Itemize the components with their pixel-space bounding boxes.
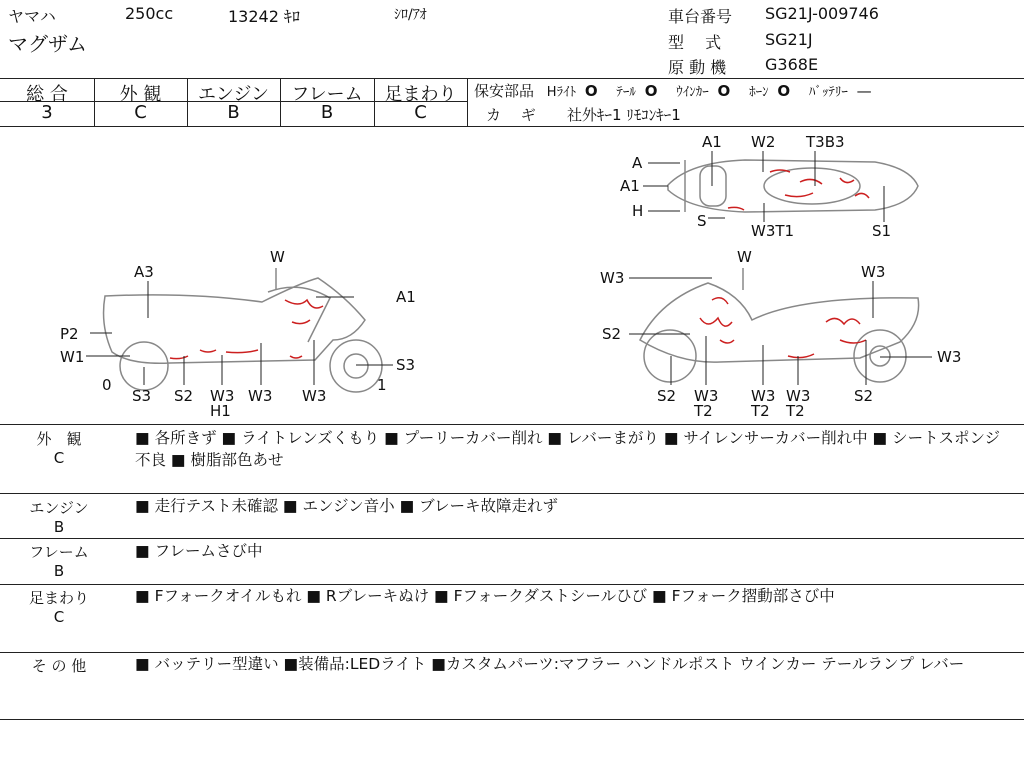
label-0: 0 [102, 376, 112, 394]
note-text-engine: ■ 走行テスト未確認 ■ エンジン音小 ■ ブレーキ故障走れず [135, 497, 559, 515]
safety-mark-horn: O [777, 82, 791, 100]
label-w3: W3 [600, 269, 625, 287]
note-text-frame: ■ フレームさび中 [135, 542, 263, 560]
label-w3: W3 [861, 263, 886, 281]
grade-label-suspension: 足まわり [384, 84, 457, 105]
safety-item-horn: ﾎｰﾝ [749, 85, 769, 100]
label-a1: A1 [396, 288, 416, 306]
key-value: 社外ｷｰ1 ﾘﾓｺﾝｷｰ1 [567, 106, 681, 124]
grade-value-total: 3 [41, 102, 53, 123]
label-w3: W3 [751, 387, 776, 405]
damage-diagram [0, 126, 1024, 424]
grade-label-engine: エンジン [197, 84, 270, 105]
label-w3: W3 [248, 387, 273, 405]
label-a1: A1 [620, 177, 640, 195]
note-text-exterior: ■ 各所きず ■ ライトレンズくもり ■ プーリーカバー削れ ■ レバーまがり ■ サイレンサーカバー削れ中 ■ シートスポンジ不良 ■ 樹脂部色あせ [135, 429, 1001, 469]
label-a3: A3 [134, 263, 154, 281]
grade-value-exterior: C [134, 102, 147, 123]
label-w1: W1 [60, 348, 85, 366]
note-category-frame: フレーム B [29, 543, 89, 580]
damage-marks-right [700, 298, 866, 358]
divider [0, 719, 1024, 720]
grade-value-suspension: C [414, 102, 427, 123]
model-label: 型 式 [668, 33, 722, 52]
note-text-other: ■ バッテリー型違い ■装備品:LEDライト ■カスタムパーツ:マフラー ハンドルポスト ウインカー テールランプ レバー [135, 655, 965, 673]
divider [0, 78, 1024, 79]
maker: ヤマハ [8, 7, 56, 26]
divider [0, 493, 1024, 494]
label-p2: P2 [60, 325, 79, 343]
label-w3: W3 [302, 387, 327, 405]
bike-right-view [640, 268, 919, 382]
safety-mark-headlight: O [584, 82, 598, 100]
color: ｼﾛ/ｱｵ [394, 7, 427, 23]
safety-mark-winker: O [717, 82, 731, 100]
note-category-engine: エンジン B [29, 499, 89, 536]
mileage: 13242 ｷﾛ [228, 7, 300, 26]
label-s2: S2 [657, 387, 677, 405]
note-text-suspension: ■ Fフォークオイルもれ ■ Rブレーキぬけ ■ Fフォークダストシールひび ■ Fフォーク摺動部さび中 [135, 587, 835, 605]
divider [0, 424, 1024, 425]
model-name: マグザム [8, 32, 87, 56]
note-category-other: そ の 他 [31, 657, 87, 675]
note-category-suspension: 足まわり C [28, 589, 89, 626]
safety-item-battery: ﾊﾞｯﾃﾘｰ [808, 85, 848, 100]
frame-no: SG21J-009746 [765, 4, 879, 23]
engine-label: 原 動 機 [668, 58, 727, 77]
label-w3: W3 [694, 387, 719, 405]
label-s2: S2 [602, 325, 622, 343]
label-s3: S3 [396, 356, 416, 374]
label-w3t1: W3T1 [751, 222, 795, 240]
displacement: 250cc [125, 4, 174, 23]
damage-marks-left [170, 300, 323, 359]
label-h: H [632, 202, 644, 220]
key-label: カ ギ [486, 106, 536, 124]
grade-value-engine: B [227, 102, 240, 123]
label-a: A [632, 154, 643, 172]
label-t2: T2 [751, 402, 770, 420]
label-t2: T2 [786, 402, 805, 420]
safety-mark-battery: — [856, 82, 872, 100]
label-s: S [697, 212, 707, 230]
label-w3: W3 [937, 348, 962, 366]
label-w: W [270, 248, 285, 266]
model-code: SG21J [765, 30, 813, 49]
label-s3-bottom: S3 [132, 387, 152, 405]
label-a1-top: A1 [702, 133, 722, 151]
safety-item-tail: ﾃｰﾙ [616, 85, 636, 100]
safety-title: 保安部品 [474, 82, 535, 100]
safety-item-headlight: Hﾗｲﾄ [546, 85, 577, 100]
note-category-exterior: 外 観 C [36, 430, 82, 467]
label-t3b3: T3B3 [806, 133, 845, 151]
label-h1: H1 [210, 402, 231, 420]
label-w: W [737, 248, 752, 266]
label-s2: S2 [854, 387, 874, 405]
bike-left-view [104, 268, 382, 392]
safety-parts-row [474, 80, 872, 101]
label-w2: W2 [751, 133, 776, 151]
leader-lines [86, 151, 932, 385]
bike-top-view [668, 160, 918, 212]
label-w3: W3 [210, 387, 235, 405]
divider [0, 538, 1024, 539]
grade-label-exterior: 外 観 [119, 84, 162, 105]
safety-mark-tail: O [644, 82, 658, 100]
grade-label-total: 総 合 [26, 84, 68, 105]
label-s2: S2 [174, 387, 194, 405]
frame-no-label: 車台番号 [668, 7, 733, 26]
label-t2: T2 [694, 402, 713, 420]
grade-label-frame: フレーム [291, 84, 363, 105]
engine-code: G368E [765, 55, 819, 74]
safety-item-winker: ｳｲﾝｶｰ [676, 85, 709, 100]
grade-value-frame: B [320, 102, 334, 123]
label-1: 1 [377, 376, 387, 394]
divider [467, 78, 468, 126]
label-s1: S1 [872, 222, 892, 240]
label-w3: W3 [786, 387, 811, 405]
